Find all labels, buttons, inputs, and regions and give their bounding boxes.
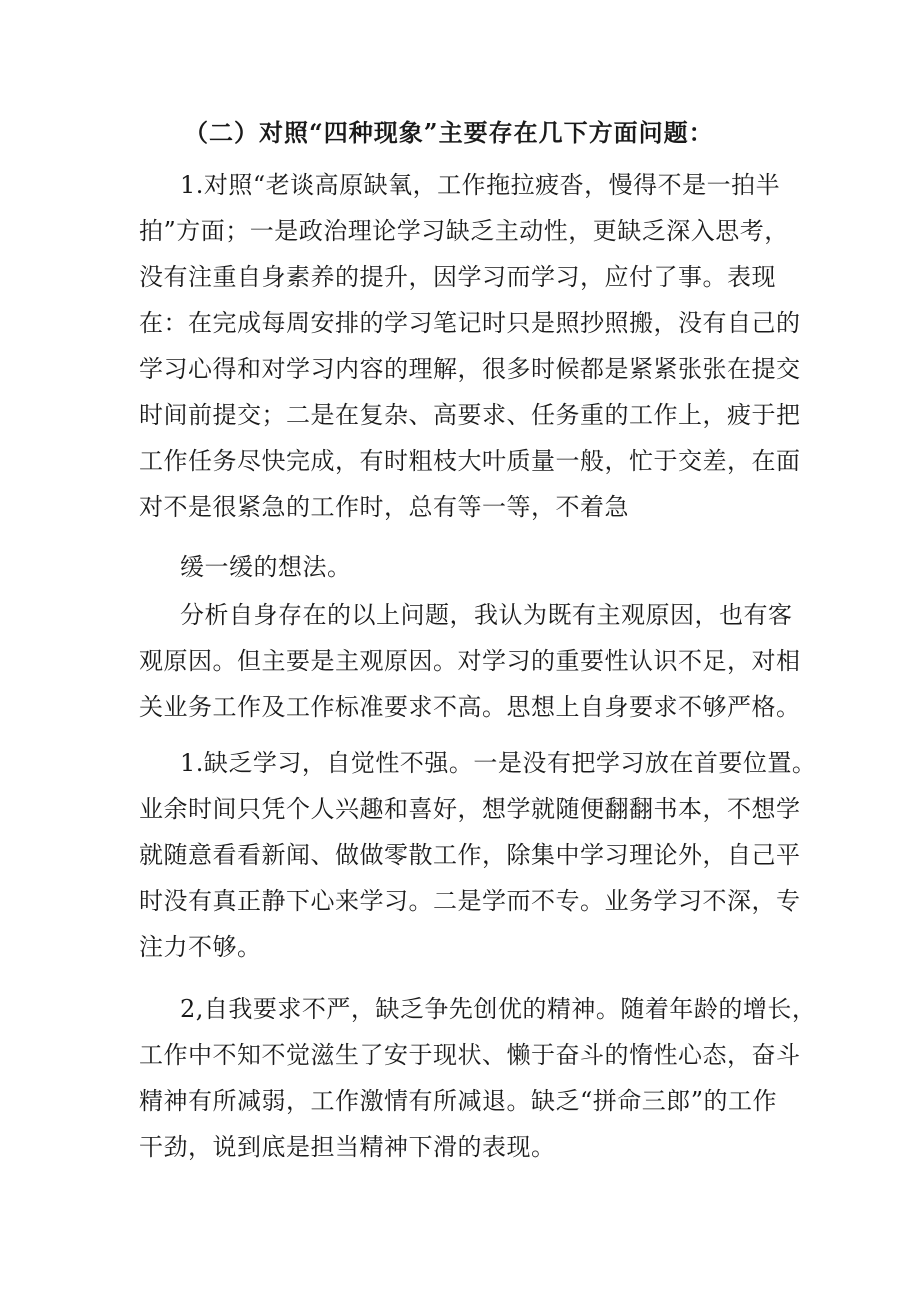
paragraph-line: 缓一缓的想法。: [180, 553, 352, 581]
paragraph-line: 1.缺乏学习，自觉性不强。一是没有把学习放在首要位置。: [180, 749, 817, 777]
paragraph-line: 拍”方面；一是政治理论学习缺乏主动性，更缺乏深入思考，: [139, 217, 789, 245]
paragraph-line: 对不是很紧急的工作时，总有等一等，不着急: [139, 493, 629, 521]
paragraph-line: 精神有所减弱，工作激情有所减退。缺乏“拼命三郎”的工作: [139, 1087, 778, 1115]
paragraph-line: 注力不够。: [139, 933, 262, 961]
section-heading: （二）对照“四种现象”主要存在几下方面问题：: [184, 118, 714, 147]
paragraph-line: 干劲，说到底是担当精神下滑的表现。: [139, 1133, 556, 1161]
paragraph-line: 关业务工作及工作标准要求不高。思想上自身要求不够严格。: [139, 693, 801, 721]
paragraph-line: 1.对照“老谈高原缺氧，工作拖拉疲沓，慢得不是一拍半: [180, 171, 781, 199]
paragraph-line: 就随意看看新闻、做做零散工作，除集中学习理论外，自己平: [139, 841, 801, 869]
paragraph-line: 2,自我要求不严，缺乏争先创优的精神。随着年龄的增长，: [180, 995, 817, 1023]
paragraph-line: 工作中不知不觉滋生了安于现状、懒于奋斗的惰性心态，奋斗: [139, 1041, 801, 1069]
paragraph-line: 时间前提交；二是在复杂、高要求、任务重的工作上，疲于把: [139, 401, 801, 429]
paragraph-line: 观原因。但主要是主观原因。对学习的重要性认识不足，对相: [139, 647, 801, 675]
paragraph-line: 学习心得和对学习内容的理解，很多时候都是紧紧张张在提交: [139, 355, 801, 383]
paragraph-line: 在：在完成每周安排的学习笔记时只是照抄照搬，没有自己的: [139, 309, 801, 337]
paragraph-line: 分析自身存在的以上问题，我认为既有主观原因，也有客: [180, 601, 793, 629]
paragraph-line: 时没有真正静下心来学习。二是学而不专。业务学习不深，专: [139, 887, 801, 915]
paragraph-line: 业余时间只凭个人兴趣和喜好，想学就随便翻翻书本，不想学: [139, 795, 801, 823]
paragraph-line: 没有注重自身素养的提升，因学习而学习，应付了事。表现: [139, 263, 776, 291]
paragraph-line: 工作任务尽快完成，有时粗枝大叶质量一般，忙于交差，在面: [139, 447, 801, 475]
